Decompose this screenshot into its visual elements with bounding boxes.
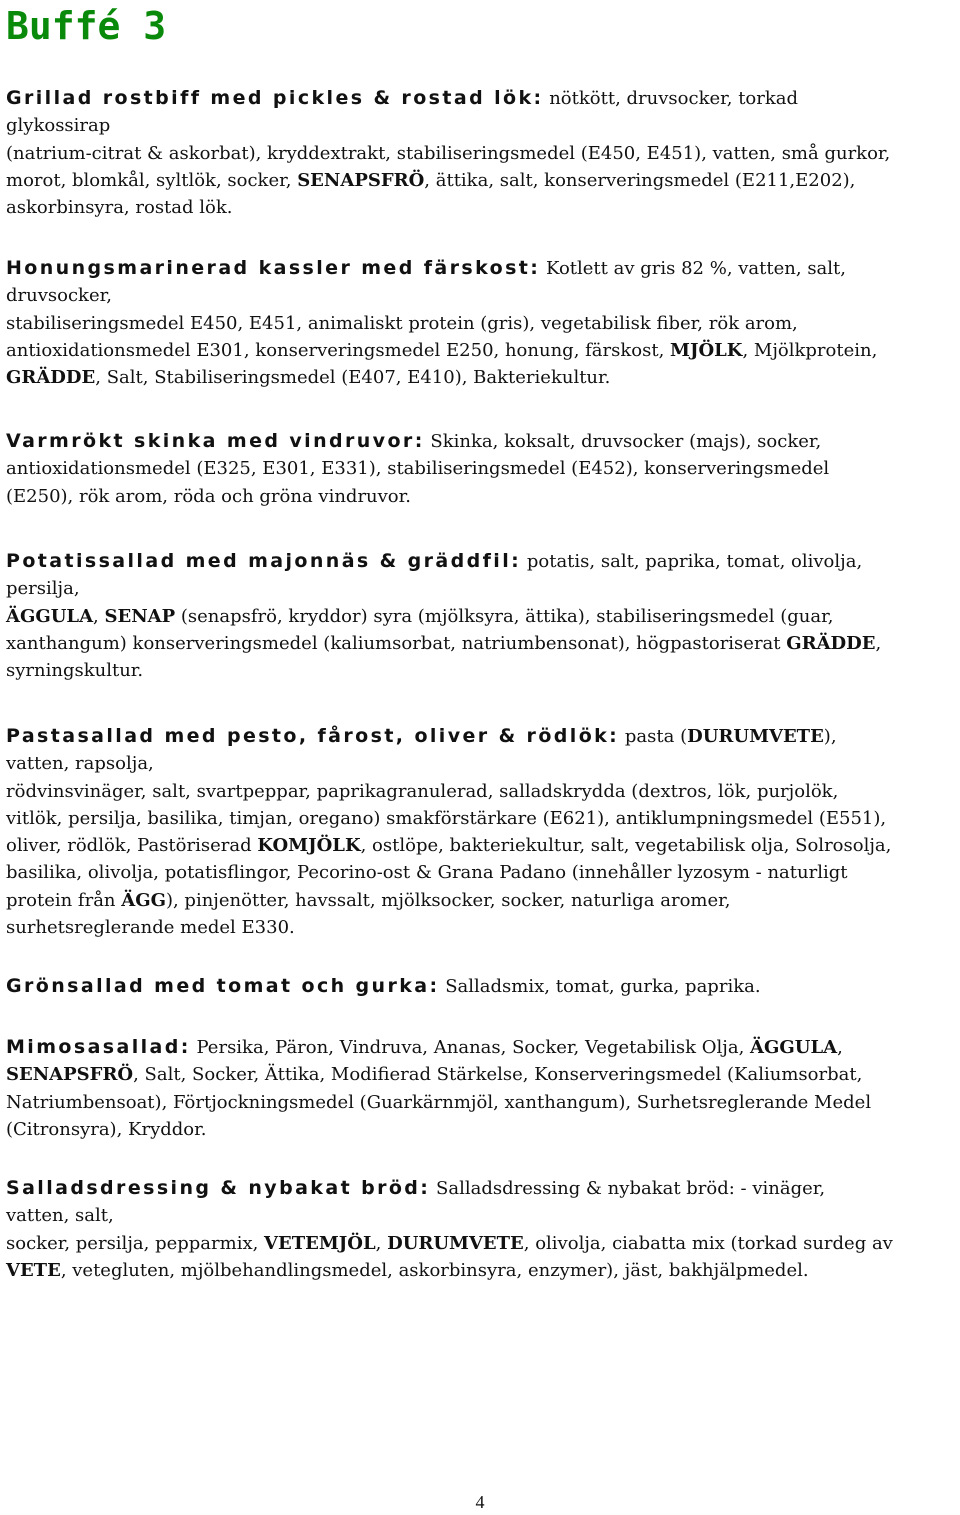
allergen: SENAPSFRÖ: [297, 169, 425, 191]
allergen: ÄGGULA: [750, 1037, 838, 1058]
ingredient-text: nötkött, druvsocker, torkad glykossirap (natrium-citrat & askorbat), kryddextrakt, stabiliseringsmedel (E450, E451), vatten, små gurkor, morot, blomkål, syltlök, socker,: [6, 88, 891, 191]
item-name: Salladsdressing & nybakat bröd:: [6, 1177, 431, 1199]
allergen: VETEMJÖL: [264, 1232, 376, 1254]
menu-item: [6, 255, 954, 391]
ingredient-text: Skinka, koksalt, druvsocker (majs), socker, antioxidationsmedel (E325, E301, E331), stabiliseringsmedel (E452), konserveringsmedel (E250), rök arom, röda och gröna vindruvor.: [6, 431, 830, 507]
item-description: [6, 726, 891, 938]
allergen: DURUMVETE: [387, 1232, 524, 1254]
allergen: SENAPSFRÖ: [6, 1064, 134, 1086]
allergen: GRÄDDE: [6, 367, 96, 389]
item-description: [440, 976, 761, 997]
ingredient-text: , Mjölkprotein,: [742, 339, 878, 361]
item-name: Potatissallad med majonnäs & gräddfil:: [6, 550, 522, 572]
page-number: 4: [475, 1492, 485, 1512]
ingredient-text: , olivolja, ciabatta mix (torkad surdeg av: [523, 1232, 893, 1254]
item-name: Mimosasallad:: [6, 1036, 191, 1058]
page-title: Buffé 3: [6, 4, 167, 48]
ingredient-text: Salladsdressing & nybakat bröd: - vinäger, vatten, salt, socker, persilja, pepparmix,: [6, 1178, 826, 1254]
menu-item: [6, 428, 954, 510]
ingredient-text: , Salt, Socker, Ättika, Modifierad Stärkelse, Konserveringsmedel (Kaliumsorbat, Natriumbensoat), Förtjockningsmedel (Guarkärnmjöl, xanthangum), Surhetsreglerande Medel (Citronsyra), Kryddor.: [6, 1064, 872, 1140]
item-name: Varmrökt skinka med vindruvor:: [6, 430, 425, 452]
ingredient-text: pasta (: [619, 726, 688, 747]
menu-item: [6, 723, 954, 941]
ingredient-text: , Salt, Stabiliseringsmedel (E407, E410), Bakteriekultur.: [95, 367, 611, 389]
ingredient-text: potatis, salt, paprika, tomat, olivolja, persilja,: [6, 551, 863, 600]
ingredient-text: ,: [93, 605, 105, 627]
ingredient-text: , ostlöpe, bakteriekultur, salt, vegetabilisk olja, Solrosolja, basilika, olivolja, potatisflingor, Pecorino-ost & Grana Padano (innehåller lyzosym - naturligt protein från: [6, 835, 892, 911]
allergen: VETE: [6, 1259, 61, 1281]
allergen: GRÄDDE: [786, 632, 876, 654]
allergen: DURUMVETE: [687, 726, 824, 747]
ingredient-text: ,: [837, 1037, 843, 1058]
item-name: Grönsallad med tomat och gurka:: [6, 975, 440, 997]
menu-item: [6, 1034, 954, 1143]
menu-item: [6, 548, 954, 684]
ingredient-text: , ättika, salt, konserveringsmedel (E211,E202), askorbinsyra, rostad lök.: [6, 169, 856, 219]
menu-item: [6, 1175, 954, 1284]
allergen: ÄGG: [121, 889, 166, 911]
item-name: Grillad rostbiff med pickles & rostad lök:: [6, 87, 544, 109]
menu-item: [6, 85, 954, 221]
allergen: SENAP: [104, 605, 176, 627]
menu-item: [6, 973, 954, 1000]
ingredient-text: , vetegluten, mjölbehandlingsmedel, askorbinsyra, enzymer), jäst, bakhjälpmedel.: [60, 1259, 809, 1281]
allergen: ÄGGULA: [6, 605, 94, 627]
item-name: Honungsmarinerad kassler med färskost:: [6, 257, 541, 279]
item-name: Pastasallad med pesto, fårost, oliver & rödlök:: [6, 725, 620, 747]
ingredient-text: ,: [375, 1232, 388, 1254]
ingredient-text: (senapsfrö, kryddor) syra (mjölksyra, ättika), stabiliseringsmedel (guar, xanthangum) konserveringsmedel (kaliumsorbat, natriumbensonat), högpastoriserat: [6, 605, 834, 654]
allergen: KOMJÖLK: [257, 835, 361, 857]
ingredient-text: Persika, Päron, Vindruva, Ananas, Socker, Vegetabilisk Olja,: [190, 1037, 751, 1058]
allergen: MJÖLK: [670, 339, 743, 361]
ingredient-text: , syrningskultur.: [6, 632, 882, 682]
ingredient-text: ), vatten, rapsolja, rödvinsvinäger, salt, svartpeppar, paprikagranulerad, salladskrydda (dextros, lök, purjolök, vitlök, persilja, basilika, timjan, oregano) smakförstärkare (E621), antiklumpningsmedel (E551), oliver, rödlök, Pastöriserad: [6, 726, 887, 857]
ingredient-text: ), pinjenötter, havssalt, mjölksocker, socker, naturliga aromer, surhetsreglerande medel E330.: [6, 889, 731, 939]
ingredient-text: Kotlett av gris 82 %, vatten, salt, druvsocker, stabiliseringsmedel E450, E451, animaliskt protein (gris), vegetabilisk fiber, rök arom, antioxidationsmedel E301, konserveringsmedel E250, honung, färskost,: [6, 258, 846, 361]
ingredient-text: Salladsmix, tomat, gurka, paprika.: [439, 976, 761, 997]
